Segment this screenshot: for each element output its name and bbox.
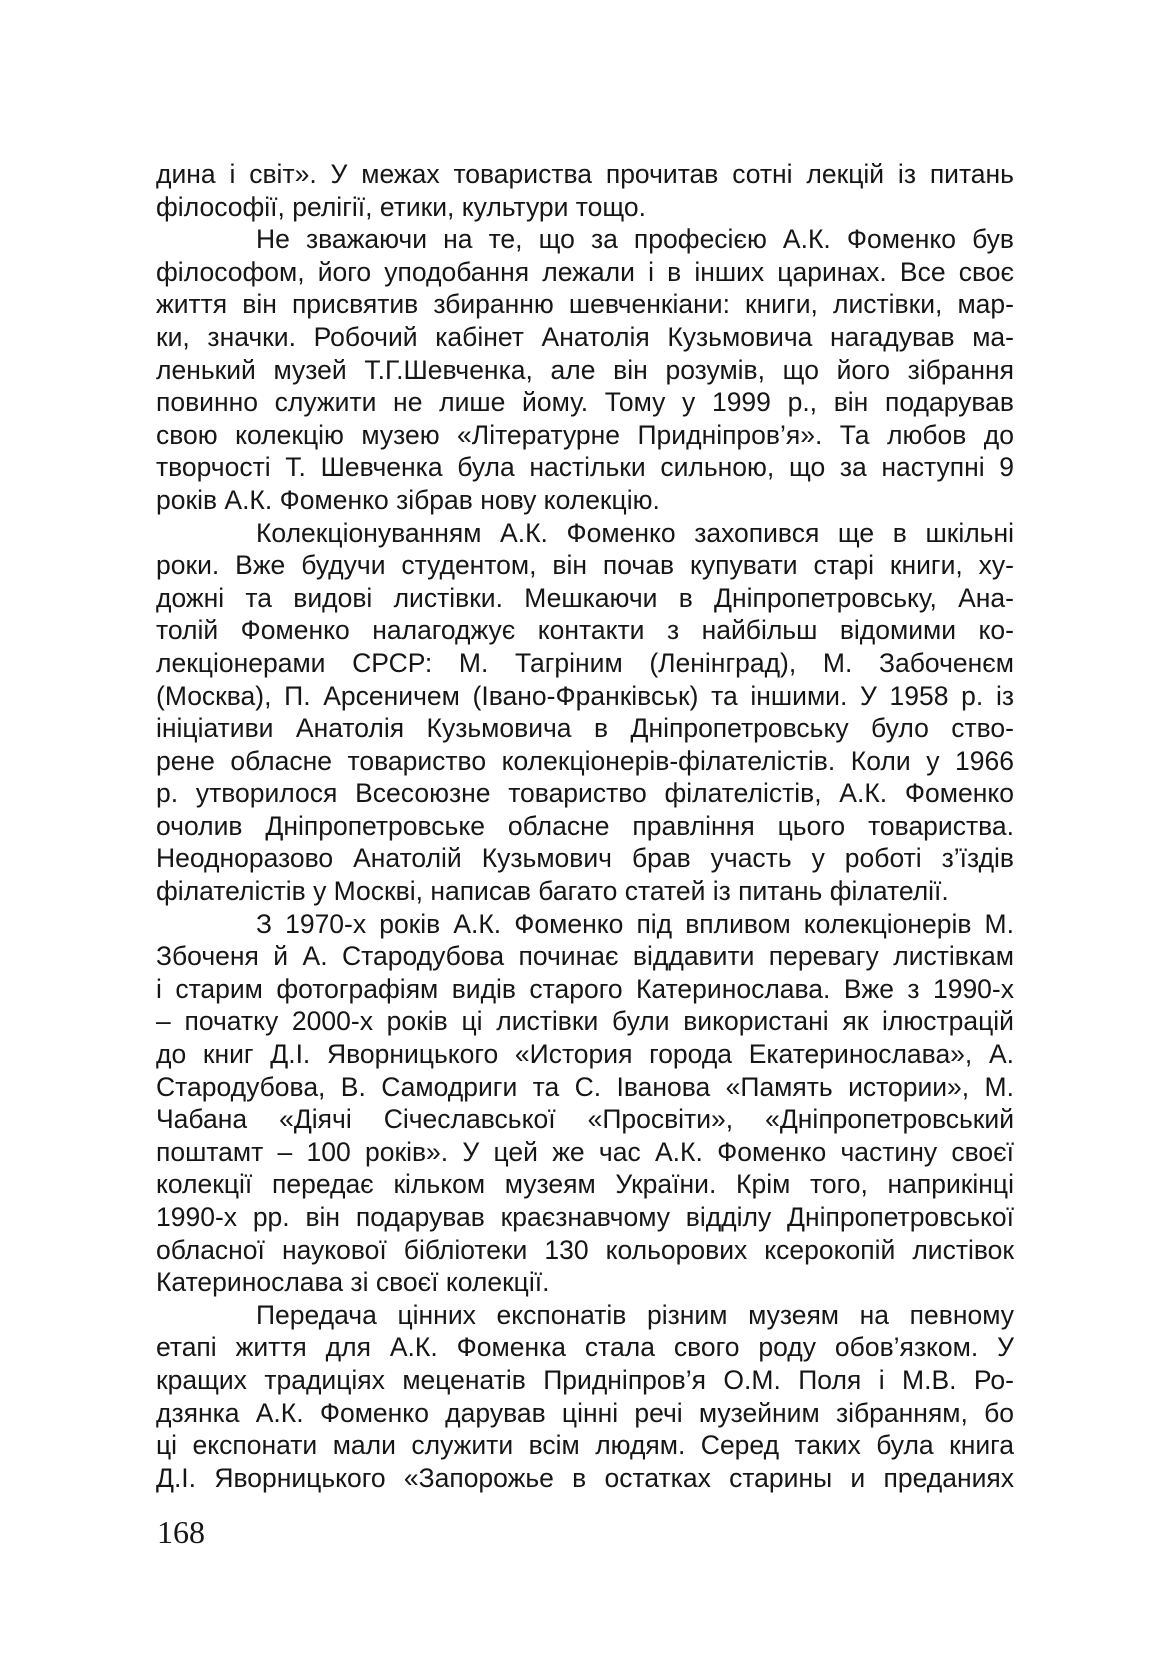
text-line: колекції передає кільком музеям України. Крім того, наприкінці <box>156 1169 1014 1200</box>
text-line: – початку 2000-х років ці листівки були використані як ілюстрацій <box>156 1006 1014 1037</box>
text-line: роки. Вже будучи студентом, він почав купувати старі книги, ху- <box>156 550 1014 581</box>
paragraph <box>156 223 1014 516</box>
text-line: обласної наукової бібліотеки 130 кольорових ксерокопій листівок <box>156 1234 1014 1265</box>
text-line: Чабана «Діячі Січеславської «Просвіти», «Дніпропетровський <box>156 1104 1014 1135</box>
text-line: філософії, релігії, етики, культури тощо. <box>156 191 646 222</box>
text-line: ці експонати мали служити всім людям. Серед таких була книга <box>156 1430 1014 1461</box>
text-line: (Москва), П. Арсеничем (Івано-Франківськ) та іншими. У 1958 р. із <box>156 680 1014 711</box>
text-line: життя він присвятив збиранню шевченкіани: книги, листівки, мар- <box>156 289 1014 320</box>
text-line: р. утворилося Всесоюзне товариство філателістів, А.К. Фоменко <box>156 778 1014 809</box>
text-line: 1990-х рр. він подарував краєзнавчому відділу Дніпропетровської <box>156 1202 1014 1232</box>
text-line: ки, значки. Робочий кабінет Анатолія Кузьмовича нагадував ма- <box>156 321 1014 352</box>
text-line: філателістів у Москві, написав багато статей із питань філателії. <box>156 876 949 907</box>
paragraph <box>156 908 1014 1299</box>
text-line: років А.К. Фоменко зібрав нову колекцію. <box>156 484 660 515</box>
text-line: Неодноразово Анатолій Кузьмович брав участь у роботі з’їздів <box>156 843 1014 874</box>
paragraph <box>156 517 1014 908</box>
text-line: творчості Т. Шевченка була настільки сильною, що за наступні 9 <box>156 452 1014 483</box>
text-line: ленький музей Т.Г.Шевченка, але він розумів, що його зібрання <box>156 354 1014 385</box>
text-line: дзянка А.К. Фоменко дарував цінні речі музейним зібранням, бо <box>156 1397 1014 1428</box>
text-line: дожні та видові листівки. Мешкаючи в Дніпропетровську, Ана- <box>156 582 1014 613</box>
text-line: ініціативи Анатолія Кузьмовича в Дніпропетровську було ство- <box>156 713 1014 744</box>
text-line: Колекціонуванням А.К. Фоменко захопився ще в шкільні <box>256 517 1014 548</box>
text-line: Не зважаючи на те, що за професією А.К. Фоменко був <box>256 224 1014 255</box>
text-line: філософом, його уподобання лежали і в інших царинах. Все своє <box>156 256 1014 287</box>
text-line: очолив Дніпропетровське обласне правління цього товариства. <box>156 810 1014 841</box>
text-line: Катеринослава зі своєї колекції. <box>156 1267 550 1298</box>
text-line: толій Фоменко налагоджує контакти з найбільш відомими ко- <box>156 615 1014 646</box>
paragraph <box>156 1299 1014 1495</box>
page-number: 168 <box>157 1514 205 1550</box>
text-line: З 1970-х років А.К. Фоменко під впливом колекціонерів М. <box>256 908 1014 939</box>
text-line: повинно служити не лише йому. Тому у 1999 р., він подарував <box>156 387 1014 418</box>
paragraph <box>156 158 1014 223</box>
text-line: дина і світ». У межах товариства прочитав сотні лекцій із питань <box>156 159 1014 189</box>
body-text <box>156 158 1014 1494</box>
text-line: і старим фотографіям видів старого Катеринослава. Вже з 1990-х <box>156 973 1014 1004</box>
text-line: свою колекцію музею «Літературне Придніпров’я». Та любов до <box>156 419 1014 450</box>
text-line: рене обласне товариство колекціонерів-філателістів. Коли у 1966 <box>156 745 1014 776</box>
text-line: лекціонерами СРСР: М. Тагріним (Ленінград), М. Забоченєм <box>156 647 1014 678</box>
text-line: етапі життя для А.К. Фоменка стала свого роду обов’язком. У <box>156 1332 1014 1363</box>
text-line: Передача цінних експонатів різним музеям на певному <box>256 1299 1014 1330</box>
text-line: Д.І. Яворницького «Запорожье в остатках старины и преданиях <box>156 1462 1014 1493</box>
text-line: до книг Д.І. Яворницького «История города Екатеринослава», А. <box>156 1039 1014 1070</box>
text-line: Збоченя й А. Стародубова починає віддавити перевагу листівкам <box>156 941 1014 972</box>
text-line: кращих традиціях меценатів Придніпров’я О.М. Поля і М.В. Ро- <box>156 1364 1014 1395</box>
text-line: поштамт – 100 років». У цей же час А.К. Фоменко частину своєї <box>156 1136 1014 1167</box>
text-line: Стародубова, В. Самодриги та С. Іванова «Память истории», М. <box>156 1071 1014 1102</box>
